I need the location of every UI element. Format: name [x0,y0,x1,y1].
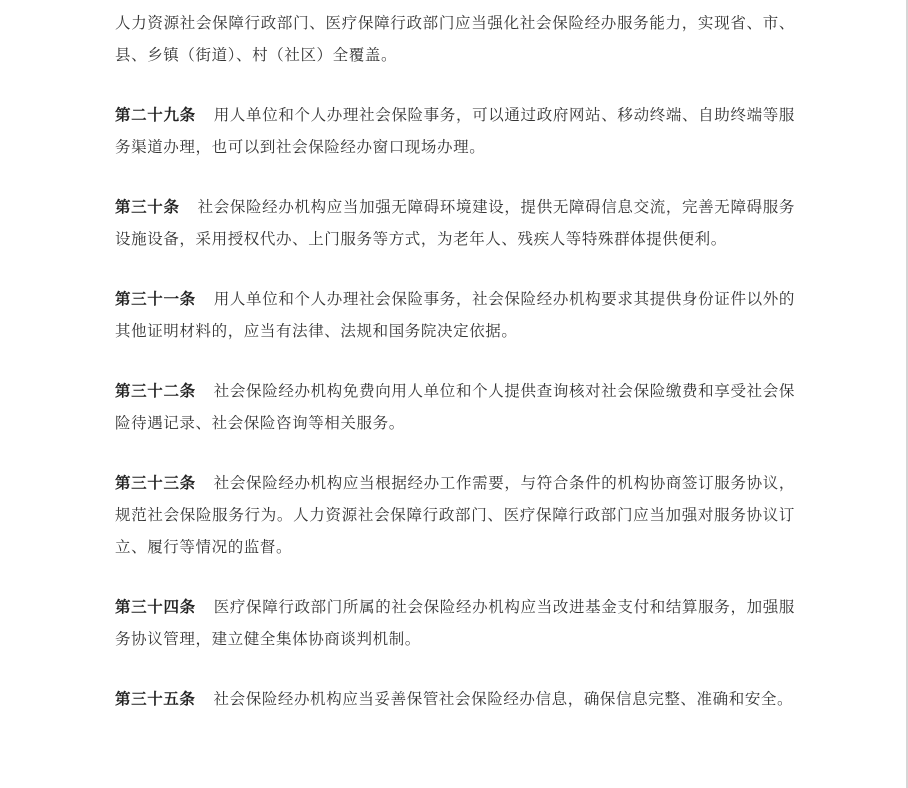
article-text: 社会保险经办机构免费向用人单位和个人提供查询核对社会保险缴费和享受社会保险待遇记录、社会保险咨询等相关服务。 [115,382,795,432]
article-text: 社会保险经办机构应当妥善保管社会保险经办信息，确保信息完整、准确和安全。 [213,690,794,708]
intro-paragraph: 人力资源社会保障行政部门、医疗保障行政部门应当强化社会保险经办服务能力，实现省、市、县、乡镇（街道）、村（社区）全覆盖。 [115,14,795,64]
article-number: 第三十五条 [115,690,196,708]
document-body [115,7,795,743]
article-32 [115,375,795,439]
article-text: 社会保险经办机构应当根据经办工作需要，与符合条件的机构协商签订服务协议，规范社会保险服务行为。人力资源社会保障行政部门、医疗保障行政部门应当加强对服务协议订立、履行等情况的监督。 [115,474,795,556]
article-text: 医疗保障行政部门所属的社会保险经办机构应当改进基金支付和结算服务，加强服务协议管理，建立健全集体协商谈判机制。 [115,598,795,648]
article-35 [115,683,795,715]
article-33 [115,467,795,563]
article-29 [115,99,795,163]
article-number: 第二十九条 [115,106,196,124]
article-number: 第三十条 [115,198,180,216]
article-text: 社会保险经办机构应当加强无障碍环境建设，提供无障碍信息交流，完善无障碍服务设施设备，采用授权代办、上门服务等方式，为老年人、残疾人等特殊群体提供便利。 [115,198,795,248]
article-31 [115,283,795,347]
article-34 [115,591,795,655]
article-text: 用人单位和个人办理社会保险事务，可以通过政府网站、移动终端、自助终端等服务渠道办理，也可以到社会保险经办窗口现场办理。 [115,106,795,156]
article-number: 第三十二条 [115,382,196,400]
article-30 [115,191,795,255]
article-number: 第三十三条 [115,474,196,492]
article-text: 用人单位和个人办理社会保险事务，社会保险经办机构要求其提供身份证件以外的其他证明材料的，应当有法律、法规和国务院决定依据。 [115,290,795,340]
article-number: 第三十一条 [115,290,196,308]
article-number: 第三十四条 [115,598,196,616]
